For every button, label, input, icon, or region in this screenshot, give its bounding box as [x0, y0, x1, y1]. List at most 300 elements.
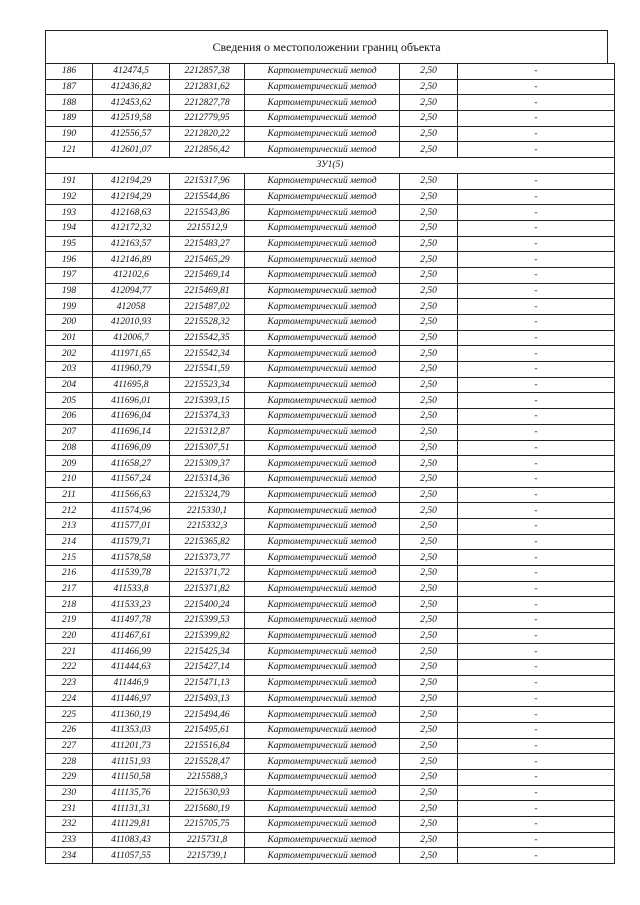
- table-row: [46, 707, 615, 723]
- description-cell: -: [458, 330, 615, 346]
- point-number-cell: 191: [46, 173, 93, 189]
- coord-y-cell: 2215400,24: [170, 597, 245, 613]
- table-row: [46, 848, 615, 864]
- point-number-cell: 121: [46, 142, 93, 158]
- table-row: [46, 456, 615, 472]
- method-cell: Картометрический метод: [245, 220, 400, 236]
- point-number-cell: 225: [46, 707, 93, 723]
- coord-y-cell: 2215543,86: [170, 205, 245, 221]
- method-cell: Картометрический метод: [245, 173, 400, 189]
- point-number-cell: 217: [46, 581, 93, 597]
- description-cell: -: [458, 440, 615, 456]
- method-cell: Картометрический метод: [245, 64, 400, 80]
- method-cell: Картометрический метод: [245, 644, 400, 660]
- accuracy-cell: 2,50: [400, 471, 458, 487]
- method-cell: Картометрический метод: [245, 205, 400, 221]
- coord-y-cell: 2215541,59: [170, 362, 245, 378]
- description-cell: -: [458, 707, 615, 723]
- accuracy-cell: 2,50: [400, 597, 458, 613]
- point-number-cell: 234: [46, 848, 93, 864]
- accuracy-cell: 2,50: [400, 126, 458, 142]
- accuracy-cell: 2,50: [400, 644, 458, 660]
- method-cell: Картометрический метод: [245, 754, 400, 770]
- coord-y-cell: 2215309,37: [170, 456, 245, 472]
- point-number-cell: 211: [46, 487, 93, 503]
- point-number-cell: 190: [46, 126, 93, 142]
- accuracy-cell: 2,50: [400, 722, 458, 738]
- table-row: [46, 581, 615, 597]
- table-row: [46, 377, 615, 393]
- description-cell: -: [458, 769, 615, 785]
- table-row: [46, 220, 615, 236]
- coord-y-cell: 2215371,72: [170, 566, 245, 582]
- description-cell: -: [458, 487, 615, 503]
- coord-x-cell: 412601,07: [93, 142, 170, 158]
- coord-y-cell: 2215399,53: [170, 613, 245, 629]
- point-number-cell: 226: [46, 722, 93, 738]
- accuracy-cell: 2,50: [400, 267, 458, 283]
- description-cell: -: [458, 126, 615, 142]
- coord-x-cell: 411360,19: [93, 707, 170, 723]
- point-number-cell: 229: [46, 769, 93, 785]
- description-cell: -: [458, 205, 615, 221]
- accuracy-cell: 2,50: [400, 79, 458, 95]
- table-row: [46, 675, 615, 691]
- coord-x-cell: 411083,43: [93, 832, 170, 848]
- accuracy-cell: 2,50: [400, 252, 458, 268]
- document-title: Сведения о местоположении границ объекта: [45, 30, 608, 63]
- accuracy-cell: 2,50: [400, 550, 458, 566]
- accuracy-cell: 2,50: [400, 707, 458, 723]
- description-cell: -: [458, 409, 615, 425]
- method-cell: Картометрический метод: [245, 613, 400, 629]
- coord-y-cell: 2215739,1: [170, 848, 245, 864]
- table-row: [46, 409, 615, 425]
- description-cell: -: [458, 691, 615, 707]
- coord-x-cell: 411696,01: [93, 393, 170, 409]
- table-row: [46, 315, 615, 331]
- section-header: [46, 158, 615, 174]
- point-number-cell: 228: [46, 754, 93, 770]
- coord-y-cell: 2215374,33: [170, 409, 245, 425]
- point-number-cell: 223: [46, 675, 93, 691]
- table-row: [46, 785, 615, 801]
- coord-x-cell: 411658,27: [93, 456, 170, 472]
- table-row: [46, 283, 615, 299]
- coord-y-cell: 2215680,19: [170, 801, 245, 817]
- method-cell: Картометрический метод: [245, 377, 400, 393]
- accuracy-cell: 2,50: [400, 581, 458, 597]
- point-number-cell: 196: [46, 252, 93, 268]
- table-row: [46, 503, 615, 519]
- method-cell: Картометрический метод: [245, 487, 400, 503]
- accuracy-cell: 2,50: [400, 64, 458, 80]
- description-cell: -: [458, 503, 615, 519]
- coord-y-cell: 2215373,77: [170, 550, 245, 566]
- method-cell: Картометрический метод: [245, 817, 400, 833]
- table-row: [46, 628, 615, 644]
- coord-x-cell: 412163,57: [93, 236, 170, 252]
- coord-x-cell: 411201,73: [93, 738, 170, 754]
- accuracy-cell: 2,50: [400, 848, 458, 864]
- point-number-cell: 209: [46, 456, 93, 472]
- table-row: [46, 393, 615, 409]
- method-cell: Картометрический метод: [245, 550, 400, 566]
- coord-x-cell: 411533,23: [93, 597, 170, 613]
- coord-x-cell: 412556,57: [93, 126, 170, 142]
- accuracy-cell: 2,50: [400, 769, 458, 785]
- description-cell: -: [458, 597, 615, 613]
- table-row: [46, 769, 615, 785]
- method-cell: Картометрический метод: [245, 409, 400, 425]
- accuracy-cell: 2,50: [400, 424, 458, 440]
- point-number-cell: 192: [46, 189, 93, 205]
- coord-y-cell: 2215542,34: [170, 346, 245, 362]
- table-row: [46, 346, 615, 362]
- coord-y-cell: 2212820,22: [170, 126, 245, 142]
- accuracy-cell: 2,50: [400, 409, 458, 425]
- table-body-before: [46, 64, 615, 158]
- description-cell: -: [458, 79, 615, 95]
- description-cell: -: [458, 95, 615, 111]
- coord-y-cell: 2212827,78: [170, 95, 245, 111]
- table-row: [46, 597, 615, 613]
- accuracy-cell: 2,50: [400, 518, 458, 534]
- coord-y-cell: 2212779,95: [170, 111, 245, 127]
- coord-x-cell: 411696,09: [93, 440, 170, 456]
- description-cell: -: [458, 64, 615, 80]
- coord-y-cell: 2215469,81: [170, 283, 245, 299]
- table-row: [46, 173, 615, 189]
- coord-x-cell: 412168,63: [93, 205, 170, 221]
- method-cell: Картометрический метод: [245, 440, 400, 456]
- description-cell: -: [458, 848, 615, 864]
- description-cell: -: [458, 566, 615, 582]
- accuracy-cell: 2,50: [400, 142, 458, 158]
- coord-y-cell: 2215317,96: [170, 173, 245, 189]
- description-cell: -: [458, 644, 615, 660]
- method-cell: Картометрический метод: [245, 628, 400, 644]
- coord-y-cell: 2215483,27: [170, 236, 245, 252]
- point-number-cell: 189: [46, 111, 93, 127]
- point-number-cell: 214: [46, 534, 93, 550]
- point-number-cell: 233: [46, 832, 93, 848]
- coord-x-cell: 411353,03: [93, 722, 170, 738]
- point-number-cell: 203: [46, 362, 93, 378]
- table-row: [46, 518, 615, 534]
- method-cell: Картометрический метод: [245, 534, 400, 550]
- method-cell: Картометрический метод: [245, 126, 400, 142]
- coord-x-cell: 412519,58: [93, 111, 170, 127]
- coord-y-cell: 2212831,62: [170, 79, 245, 95]
- table-row: [46, 362, 615, 378]
- accuracy-cell: 2,50: [400, 487, 458, 503]
- accuracy-cell: 2,50: [400, 660, 458, 676]
- coord-x-cell: 412094,77: [93, 283, 170, 299]
- accuracy-cell: 2,50: [400, 95, 458, 111]
- method-cell: Картометрический метод: [245, 722, 400, 738]
- table-row: [46, 424, 615, 440]
- coord-y-cell: 2215523,34: [170, 377, 245, 393]
- point-number-cell: 219: [46, 613, 93, 629]
- table-row: [46, 126, 615, 142]
- method-cell: Картометрический метод: [245, 691, 400, 707]
- coord-x-cell: 411150,58: [93, 769, 170, 785]
- coord-x-cell: 411579,71: [93, 534, 170, 550]
- coord-y-cell: 2215528,32: [170, 315, 245, 331]
- method-cell: Картометрический метод: [245, 236, 400, 252]
- description-cell: -: [458, 377, 615, 393]
- description-cell: -: [458, 299, 615, 315]
- coord-x-cell: 412006,7: [93, 330, 170, 346]
- point-number-cell: 194: [46, 220, 93, 236]
- coord-x-cell: 411466,99: [93, 644, 170, 660]
- method-cell: Картометрический метод: [245, 518, 400, 534]
- table-row: [46, 832, 615, 848]
- method-cell: Картометрический метод: [245, 707, 400, 723]
- table-row: [46, 252, 615, 268]
- coord-y-cell: 2215494,46: [170, 707, 245, 723]
- description-cell: -: [458, 660, 615, 676]
- accuracy-cell: 2,50: [400, 220, 458, 236]
- method-cell: Картометрический метод: [245, 79, 400, 95]
- point-number-cell: 205: [46, 393, 93, 409]
- coord-y-cell: 2215312,87: [170, 424, 245, 440]
- description-cell: -: [458, 518, 615, 534]
- table-row: [46, 236, 615, 252]
- point-number-cell: 198: [46, 283, 93, 299]
- table-row: [46, 644, 615, 660]
- point-number-cell: 232: [46, 817, 93, 833]
- method-cell: Картометрический метод: [245, 597, 400, 613]
- method-cell: Картометрический метод: [245, 785, 400, 801]
- coord-x-cell: 412194,29: [93, 173, 170, 189]
- method-cell: Картометрический метод: [245, 283, 400, 299]
- description-cell: -: [458, 267, 615, 283]
- coord-y-cell: 2215471,13: [170, 675, 245, 691]
- method-cell: Картометрический метод: [245, 566, 400, 582]
- accuracy-cell: 2,50: [400, 691, 458, 707]
- coord-x-cell: 411131,31: [93, 801, 170, 817]
- point-number-cell: 210: [46, 471, 93, 487]
- description-cell: -: [458, 283, 615, 299]
- description-cell: -: [458, 346, 615, 362]
- point-number-cell: 222: [46, 660, 93, 676]
- point-number-cell: 199: [46, 299, 93, 315]
- coord-x-cell: 411696,14: [93, 424, 170, 440]
- description-cell: -: [458, 738, 615, 754]
- point-number-cell: 231: [46, 801, 93, 817]
- table-row: [46, 691, 615, 707]
- accuracy-cell: 2,50: [400, 236, 458, 252]
- coord-y-cell: 2215399,82: [170, 628, 245, 644]
- table-row: [46, 111, 615, 127]
- method-cell: Картометрический метод: [245, 267, 400, 283]
- table-row: [46, 64, 615, 80]
- description-cell: -: [458, 471, 615, 487]
- table-row: [46, 95, 615, 111]
- coord-y-cell: 2215731,8: [170, 832, 245, 848]
- accuracy-cell: 2,50: [400, 315, 458, 331]
- coord-y-cell: 2215425,34: [170, 644, 245, 660]
- method-cell: Картометрический метод: [245, 675, 400, 691]
- table-row: [46, 487, 615, 503]
- coord-x-cell: 411497,78: [93, 613, 170, 629]
- coord-y-cell: 2215427,14: [170, 660, 245, 676]
- coord-x-cell: 411960,79: [93, 362, 170, 378]
- method-cell: Картометрический метод: [245, 95, 400, 111]
- method-cell: Картометрический метод: [245, 581, 400, 597]
- coord-x-cell: 411135,76: [93, 785, 170, 801]
- accuracy-cell: 2,50: [400, 675, 458, 691]
- table-row: [46, 534, 615, 550]
- accuracy-cell: 2,50: [400, 801, 458, 817]
- accuracy-cell: 2,50: [400, 205, 458, 221]
- method-cell: Картометрический метод: [245, 330, 400, 346]
- point-number-cell: 220: [46, 628, 93, 644]
- table-row: [46, 205, 615, 221]
- accuracy-cell: 2,50: [400, 832, 458, 848]
- accuracy-cell: 2,50: [400, 738, 458, 754]
- coord-y-cell: 2215544,86: [170, 189, 245, 205]
- accuracy-cell: 2,50: [400, 754, 458, 770]
- accuracy-cell: 2,50: [400, 503, 458, 519]
- description-cell: -: [458, 220, 615, 236]
- method-cell: Картометрический метод: [245, 801, 400, 817]
- accuracy-cell: 2,50: [400, 299, 458, 315]
- coord-y-cell: 2215469,14: [170, 267, 245, 283]
- point-number-cell: 197: [46, 267, 93, 283]
- point-number-cell: 200: [46, 315, 93, 331]
- description-cell: -: [458, 393, 615, 409]
- accuracy-cell: 2,50: [400, 534, 458, 550]
- description-cell: -: [458, 424, 615, 440]
- accuracy-cell: 2,50: [400, 377, 458, 393]
- table-row: [46, 189, 615, 205]
- method-cell: Картометрический метод: [245, 189, 400, 205]
- accuracy-cell: 2,50: [400, 362, 458, 378]
- description-cell: -: [458, 675, 615, 691]
- description-cell: -: [458, 142, 615, 158]
- description-cell: -: [458, 581, 615, 597]
- table-row: [46, 330, 615, 346]
- coord-x-cell: 412058: [93, 299, 170, 315]
- point-number-cell: 213: [46, 518, 93, 534]
- point-number-cell: 204: [46, 377, 93, 393]
- coord-y-cell: 2215365,82: [170, 534, 245, 550]
- coord-y-cell: 2215487,02: [170, 299, 245, 315]
- description-cell: -: [458, 534, 615, 550]
- description-cell: -: [458, 785, 615, 801]
- coord-x-cell: 411467,61: [93, 628, 170, 644]
- coord-y-cell: 2215314,36: [170, 471, 245, 487]
- coord-y-cell: 2212857,38: [170, 64, 245, 80]
- method-cell: Картометрический метод: [245, 252, 400, 268]
- accuracy-cell: 2,50: [400, 283, 458, 299]
- table-row: [46, 613, 615, 629]
- description-cell: -: [458, 111, 615, 127]
- accuracy-cell: 2,50: [400, 566, 458, 582]
- table-row: [46, 299, 615, 315]
- description-cell: -: [458, 550, 615, 566]
- coord-y-cell: 2215528,47: [170, 754, 245, 770]
- coord-x-cell: 411696,04: [93, 409, 170, 425]
- point-number-cell: 193: [46, 205, 93, 221]
- coord-x-cell: 412010,93: [93, 315, 170, 331]
- coord-x-cell: 411971,65: [93, 346, 170, 362]
- point-number-cell: 208: [46, 440, 93, 456]
- coord-x-cell: 411539,78: [93, 566, 170, 582]
- coord-y-cell: 2215493,13: [170, 691, 245, 707]
- point-number-cell: 221: [46, 644, 93, 660]
- table-row: [46, 801, 615, 817]
- coord-x-cell: 411446,97: [93, 691, 170, 707]
- point-number-cell: 201: [46, 330, 93, 346]
- description-cell: -: [458, 315, 615, 331]
- method-cell: Картометрический метод: [245, 362, 400, 378]
- coord-x-cell: 411695,8: [93, 377, 170, 393]
- coord-x-cell: 412146,89: [93, 252, 170, 268]
- method-cell: Картометрический метод: [245, 471, 400, 487]
- coord-x-cell: 411057,55: [93, 848, 170, 864]
- accuracy-cell: 2,50: [400, 330, 458, 346]
- point-number-cell: 230: [46, 785, 93, 801]
- method-cell: Картометрический метод: [245, 346, 400, 362]
- method-cell: Картометрический метод: [245, 832, 400, 848]
- accuracy-cell: 2,50: [400, 393, 458, 409]
- point-number-cell: 218: [46, 597, 93, 613]
- table-row: [46, 722, 615, 738]
- coord-x-cell: 411578,58: [93, 550, 170, 566]
- accuracy-cell: 2,50: [400, 346, 458, 362]
- description-cell: -: [458, 613, 615, 629]
- table-row: [46, 79, 615, 95]
- description-cell: -: [458, 173, 615, 189]
- method-cell: Картометрический метод: [245, 848, 400, 864]
- description-cell: -: [458, 754, 615, 770]
- coord-x-cell: 411444,63: [93, 660, 170, 676]
- point-number-cell: 227: [46, 738, 93, 754]
- method-cell: Картометрический метод: [245, 424, 400, 440]
- coord-y-cell: 2212856,42: [170, 142, 245, 158]
- method-cell: Картометрический метод: [245, 456, 400, 472]
- coord-y-cell: 2215371,82: [170, 581, 245, 597]
- method-cell: Картометрический метод: [245, 315, 400, 331]
- table-row: [46, 817, 615, 833]
- point-number-cell: 187: [46, 79, 93, 95]
- point-number-cell: 202: [46, 346, 93, 362]
- table-row: [46, 267, 615, 283]
- coord-x-cell: 411574,96: [93, 503, 170, 519]
- accuracy-cell: 2,50: [400, 817, 458, 833]
- coord-x-cell: 412474,5: [93, 64, 170, 80]
- method-cell: Картометрический метод: [245, 738, 400, 754]
- point-number-cell: 188: [46, 95, 93, 111]
- coord-y-cell: 2215630,93: [170, 785, 245, 801]
- section-label: ЗУ1(5): [46, 158, 615, 174]
- description-cell: -: [458, 362, 615, 378]
- table-row: [46, 738, 615, 754]
- table-row: [46, 566, 615, 582]
- coord-y-cell: 2215332,3: [170, 518, 245, 534]
- description-cell: -: [458, 456, 615, 472]
- table-row: [46, 440, 615, 456]
- coord-y-cell: 2215465,29: [170, 252, 245, 268]
- method-cell: Картометрический метод: [245, 503, 400, 519]
- accuracy-cell: 2,50: [400, 173, 458, 189]
- method-cell: Картометрический метод: [245, 299, 400, 315]
- point-number-cell: 206: [46, 409, 93, 425]
